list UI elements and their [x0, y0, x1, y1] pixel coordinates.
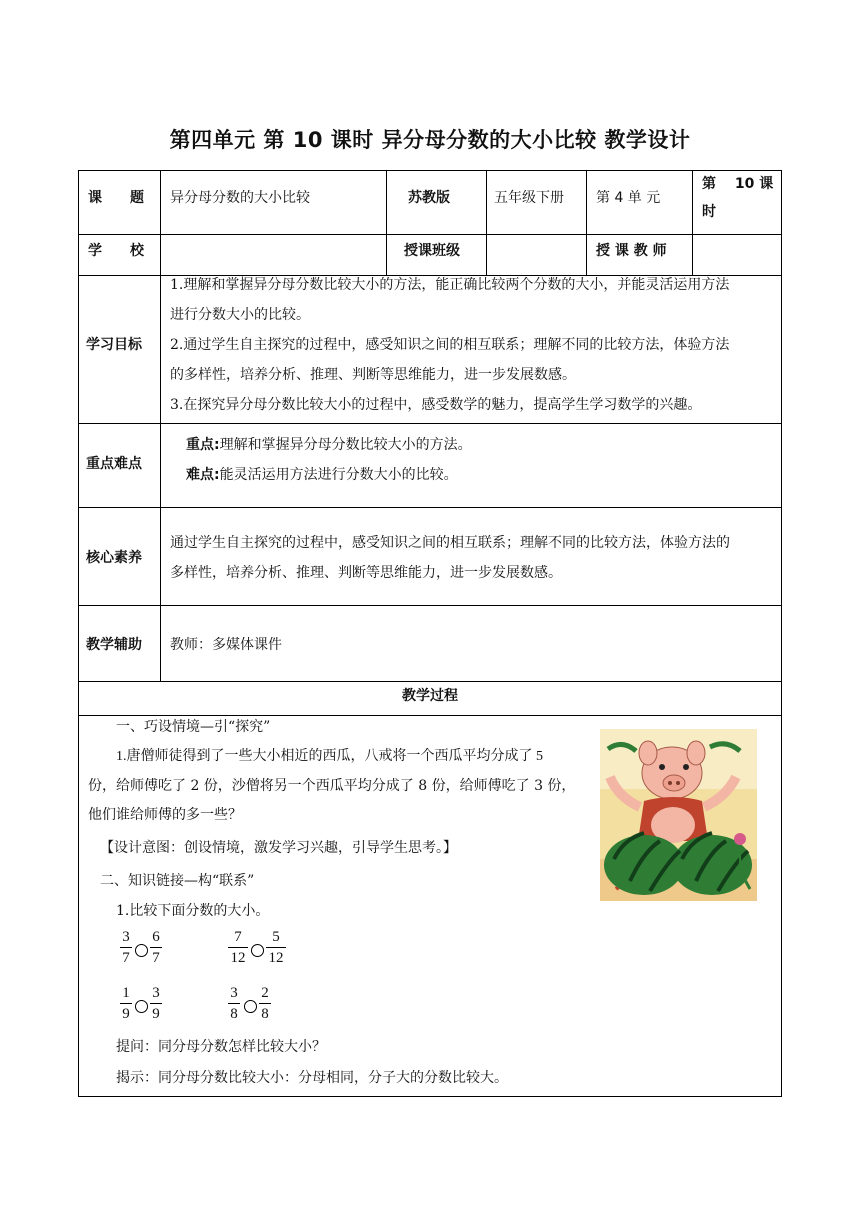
- class-label: 授课班级: [404, 243, 460, 259]
- grade: 五年级下册: [494, 190, 564, 206]
- section-1-text-line: 1.唐僧师徒得到了一些大小相近的西瓜，八戒将一个西瓜平均分成了 5: [116, 749, 543, 764]
- objectives-text: [170, 270, 774, 420]
- literacy-text: 通过学生自主探究的过程中，感受知识之间的相互联系；理解不同的比较方法，体验方法的 多样性，培养分析、推理、判断等思维能力，进一步发展数感。: [170, 535, 730, 581]
- section-2-instruction: 1.比较下面分数的大小。: [116, 903, 270, 919]
- section-1-text-line: 份，给师傅吃了 2 份，沙僧将另一个西瓜平均分成了 8 份，给师傅吃了 3 份，: [88, 778, 576, 794]
- section-1-title: 一、巧设情境—引“探究”: [116, 719, 271, 735]
- objective-line: 进行分数大小的比较。: [170, 307, 310, 323]
- lesson-plan-table: 课 题 异分母分数的大小比较 苏教版 五年级下册 第 4 单 元 第 10 课 时 学 校 授课班级 授 课 教 师 学习目标 1.理解和掌握异分母分数比较大小的方法，能正确比较两个分数的大小，并能灵活运用方法 进行分数大小的比较。 2.通过学生自主探究的过程中，感受知识之间的相互联系；理解不同的比较方法，体验方法 的多样性，培养分析、推理、判断等思维能力，进一步发展数感。 3.在探究异分母分数比较大小的过程中，感受数学的魅力，提高学生学习数学的兴趣。 重点难点 重点:理解和掌握异分母分数比较大小的方法。 难点:能灵活运用方法进行分数大小的比较。 核心素养 通过学生自主探究的过程中，感受知识之间的相互联系；理解不同的比较方法，体验方法的 多样性，培养分析、推理、判断等思维能力，进一步发展数感。 教学辅助 教师：多媒体课件 教学过程 一、巧设情境—引“探究” 1.唐僧师徒得到了一些大小相近的西瓜，八戒将一个西瓜平均分成了 5 份，给师傅吃了 2 份，沙僧将另一个西瓜平均分成了 8 份，给师傅吃了 3 份， 他们谁给师傅的多一些？ 【设计意图：创设情境，激发学习兴趣，引导学生思考。】 二、知识链接—构“联系” 1.比较下面分数的大小。 3 7 6 7 7 12 5 12 1 9 3 9 3 8 2 8 提问：同分母分数怎样比较大小？ 揭示：同分母分数比较大小：分母相同，分子大的分数比较大。: [78, 170, 782, 1096]
- teacher-label: 授 课 教 师: [596, 243, 667, 259]
- publisher: 苏教版: [408, 190, 450, 206]
- unit: 第 4 单 元: [596, 190, 661, 206]
- lesson-number-suffix: 时: [702, 204, 716, 220]
- topic-label: 课 题: [88, 190, 144, 206]
- objective-line: 3.在探究异分母分数比较大小的过程中，感受数学的魅力，提高学生学习数学的兴趣。: [170, 397, 702, 413]
- compare-circle: [251, 944, 264, 957]
- lesson-number: 第 10 课: [702, 176, 774, 192]
- question-text: 提问：同分母分数怎样比较大小？: [116, 1039, 326, 1055]
- objective-line: 2.通过学生自主探究的过程中，感受知识之间的相互联系；理解不同的比较方法，体验方法: [170, 337, 730, 353]
- objective-line: 1.理解和掌握异分母分数比较大小的方法，能正确比较两个分数的大小，并能灵活运用方法: [170, 277, 730, 293]
- literacy-label: 核心素养: [86, 550, 142, 566]
- aids-label: 教学辅助: [86, 637, 142, 653]
- section-2-title: 二、知识链接—构“联系”: [100, 873, 255, 889]
- focus-label: 重点:: [186, 437, 220, 453]
- key-points-label: 重点难点: [86, 456, 142, 472]
- objectives-label: 学习目标: [86, 337, 142, 353]
- compare-circle: [244, 1000, 257, 1013]
- section-1-text-line: 他们谁给师傅的多一些？: [88, 807, 242, 823]
- key-points-text: [186, 430, 776, 490]
- pig-watermelon-illustration: [600, 729, 757, 901]
- compare-circle: [135, 1000, 148, 1013]
- aids-text: 教师：多媒体课件: [170, 637, 282, 653]
- document-title: 第四单元 第 10 课时 异分母分数的大小比较 教学设计: [169, 128, 691, 152]
- focus-text: 理解和掌握异分母分数比较大小的方法。: [219, 437, 472, 453]
- difficulty-label: 难点:: [186, 467, 220, 483]
- topic-value: 异分母分数的大小比较: [170, 190, 310, 206]
- difficulty-text: 能灵活运用方法进行分数大小的比较。: [219, 467, 458, 483]
- compare-circle: [135, 944, 148, 957]
- school-label: 学 校: [88, 243, 144, 259]
- objective-line: 的多样性，培养分析、推理、判断等思维能力，进一步发展数感。: [170, 367, 576, 383]
- design-intent: 【设计意图：创设情境，激发学习兴趣，引导学生思考。】: [100, 840, 457, 856]
- process-heading: 教学过程: [402, 688, 458, 704]
- reveal-text: 揭示：同分母分数比较大小：分母相同，分子大的分数比较大。: [116, 1070, 508, 1086]
